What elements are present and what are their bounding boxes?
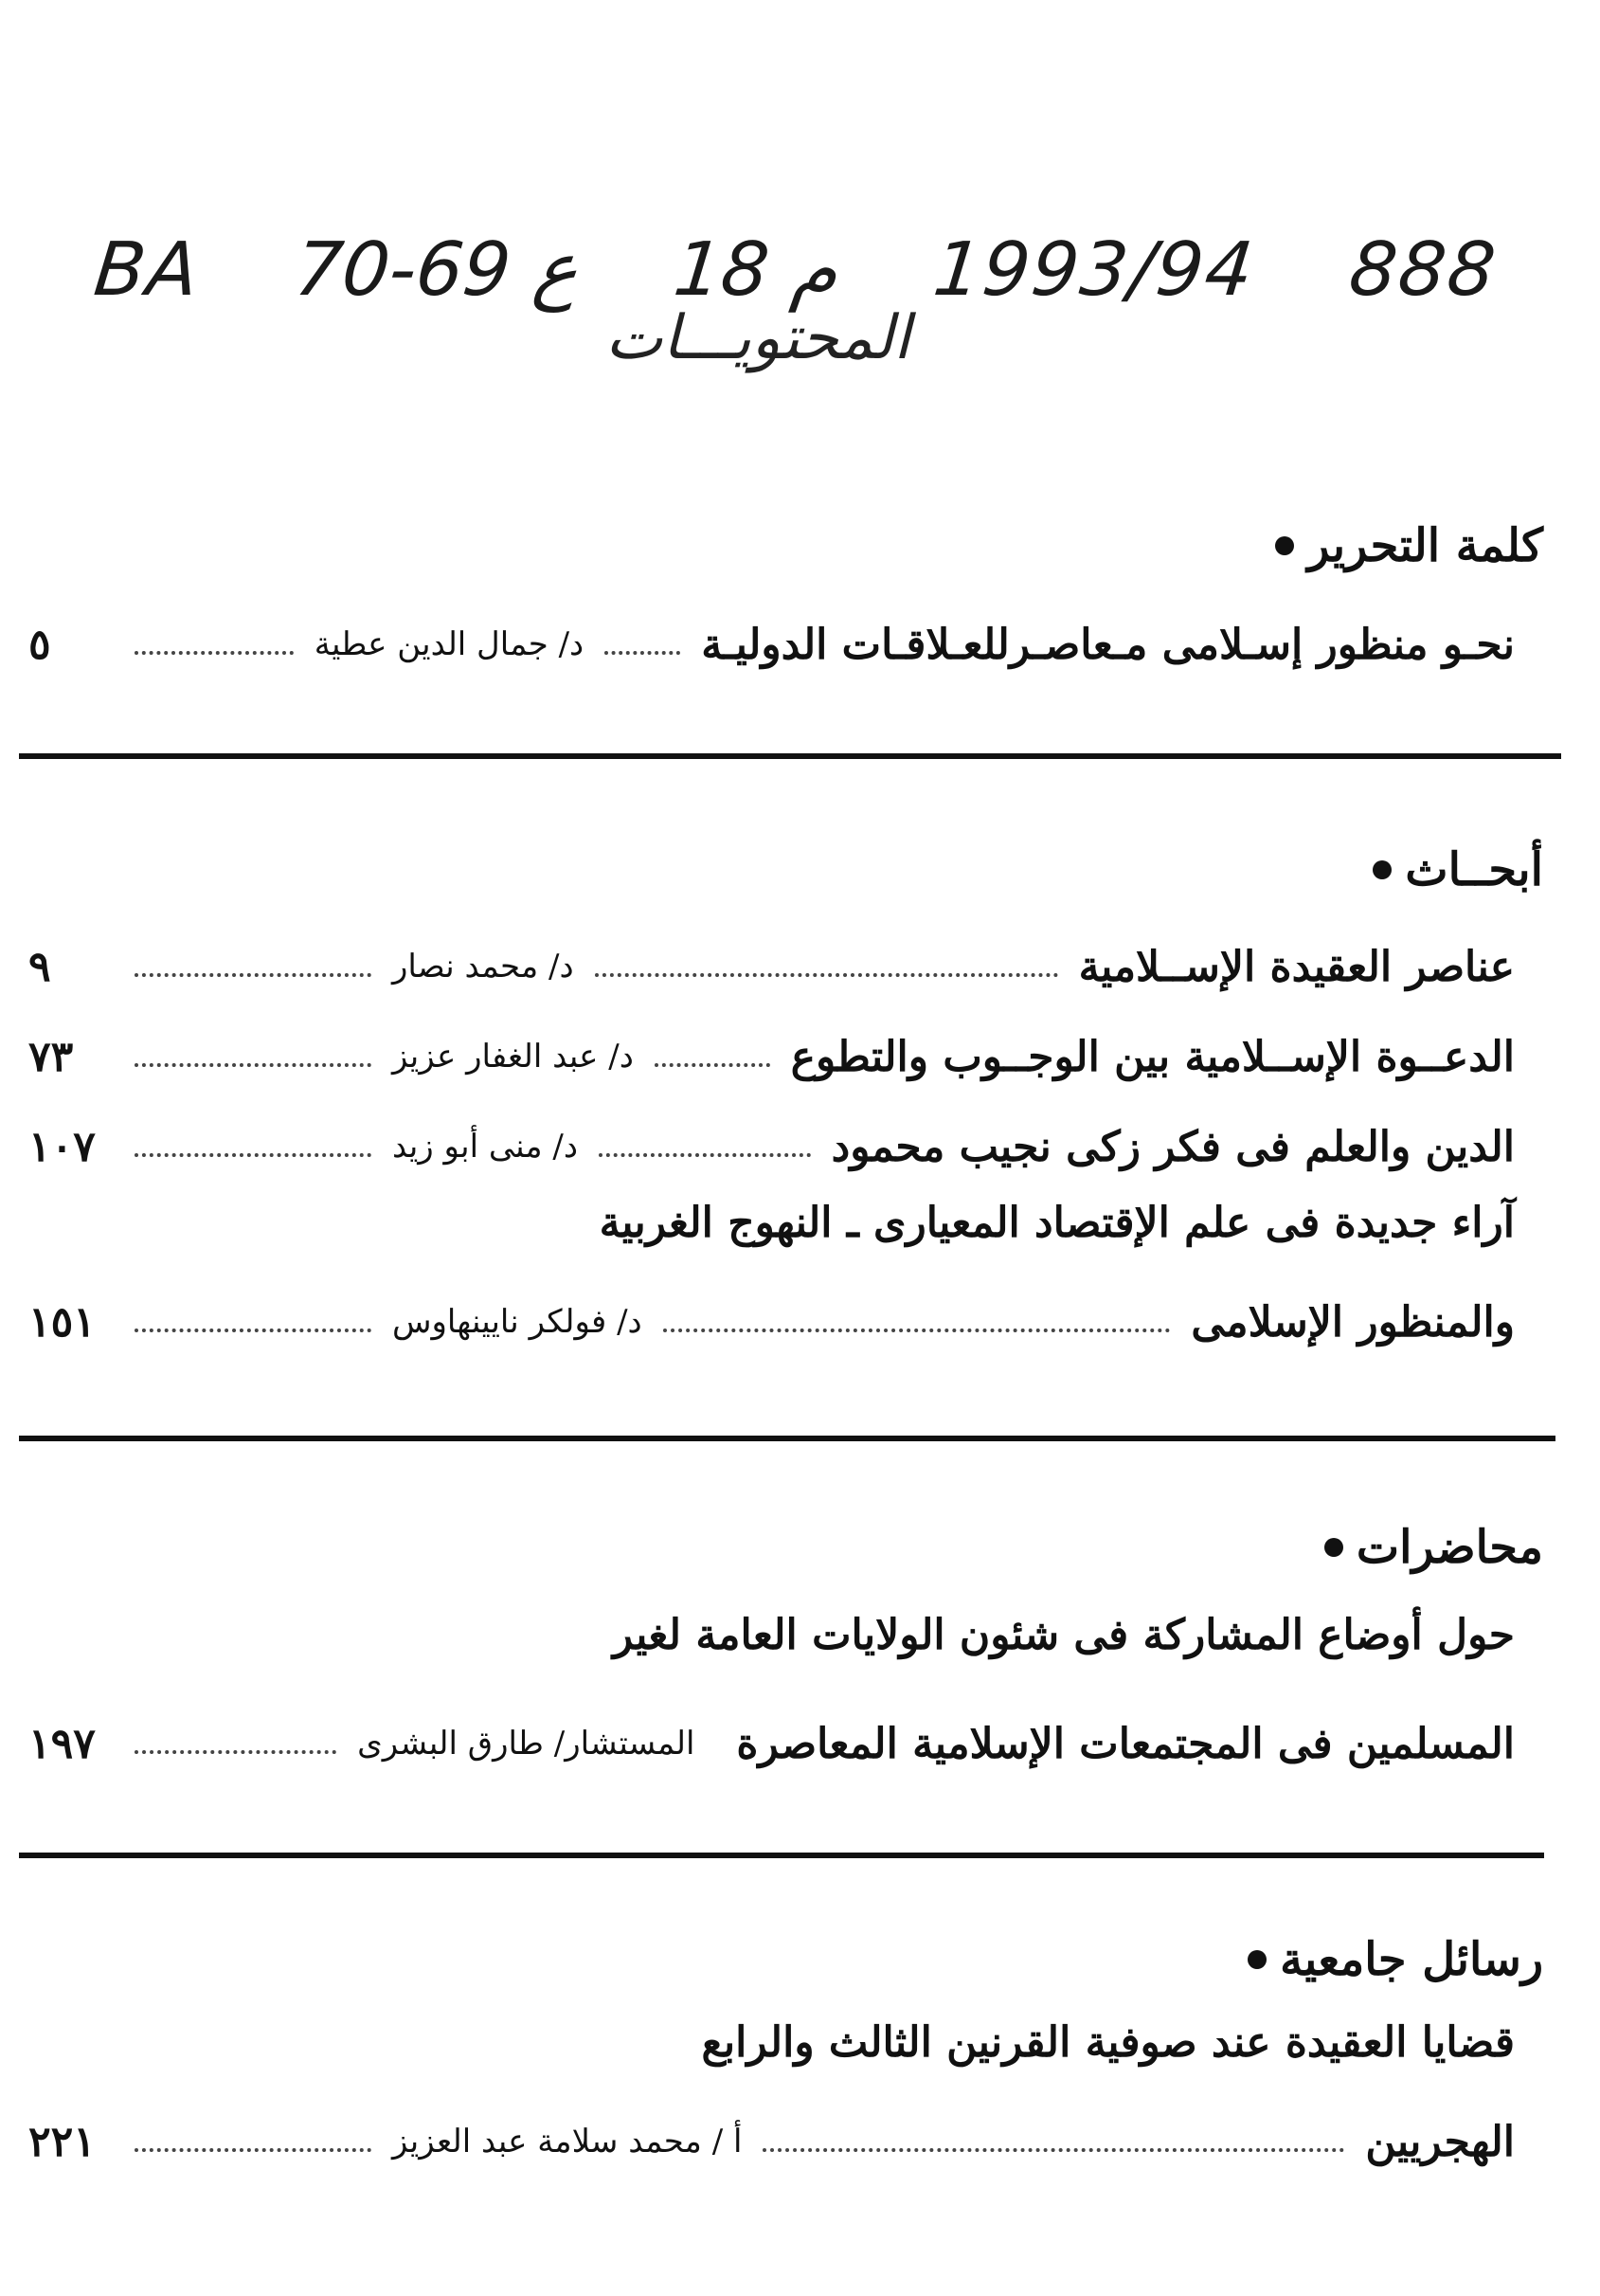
entry-page: ٥ — [28, 620, 51, 669]
entry-title: المسلمين فى المجتمعات الإسلامية المعاصرة — [736, 1719, 1515, 1768]
handwritten-annotation — [90, 227, 1501, 373]
hand-code: 1993/94 — [928, 227, 1259, 313]
entry-page: ١٩٧ — [28, 1719, 96, 1768]
dot-leader — [599, 1153, 811, 1157]
toc-entry — [28, 1710, 1515, 1777]
dot-leader — [604, 651, 680, 655]
bullet-icon — [1248, 1950, 1267, 1969]
entry-page: ٩ — [28, 942, 51, 991]
dot-leader — [763, 2148, 1344, 2152]
dot-leader — [135, 973, 371, 977]
entry-author: د/ محمد نصار — [392, 948, 574, 985]
bullet-icon — [1275, 536, 1294, 555]
dot-leader — [595, 973, 1058, 977]
dot-leader — [135, 1329, 371, 1332]
toc-entry — [28, 933, 1515, 1000]
entry-title: الدين والعلم فى فكر زكى نجيب محمود — [831, 1122, 1515, 1171]
entry-page: ٢٢١ — [28, 2117, 96, 2166]
entry-title-line: قضايا العقيدة عند صوفية القرنين الثالث والرابع — [701, 2018, 1515, 2067]
section-heading-theses — [1248, 1933, 1543, 1986]
dot-leader — [663, 1329, 1171, 1332]
toc-entry — [28, 611, 1515, 678]
entry-page: ٧٣ — [28, 1032, 74, 1081]
dot-leader — [135, 651, 294, 655]
section-divider — [19, 753, 1561, 759]
entry-author: د/ فولكر نايينهاوس — [392, 1303, 642, 1341]
section-heading-text: أبحــاث — [1405, 843, 1543, 896]
toc-entry — [28, 1023, 1515, 1090]
toc-entry — [28, 2108, 1515, 2175]
section-heading-lectures — [1324, 1521, 1543, 1574]
toc-entry — [28, 1113, 1515, 1180]
entry-author: د/ جمال الدين عطية — [314, 625, 584, 663]
entry-title-line: حول أوضاع المشاركة فى شئون الولايات العامة لغير — [612, 1611, 1515, 1659]
dot-leader — [135, 1750, 336, 1754]
section-heading-editorial — [1275, 519, 1543, 572]
section-heading-text: كلمة التحرير — [1307, 519, 1543, 572]
entry-title: عناصر العقيدة الإســلامية — [1078, 942, 1515, 991]
entry-author: أ / محمد سلامة عبد العزيز — [392, 2123, 743, 2160]
hand-code: BA — [90, 227, 205, 313]
entry-title: نحـو منظور إسـلامى مـعاصـرللعـلاقـات الدوليـة — [701, 620, 1515, 669]
dot-leader — [135, 2148, 371, 2152]
section-heading-text: محاضرات — [1356, 1521, 1543, 1574]
entry-title-line: آراء جديدة فى علم الإقتصاد المعيارى ـ النهوج الغربية — [599, 1199, 1515, 1247]
entry-page: ١٥١ — [28, 1297, 96, 1347]
section-heading-research — [1373, 843, 1543, 896]
dot-leader — [135, 1153, 371, 1157]
entry-title: والمنظور الإسلامى — [1191, 1297, 1515, 1347]
hand-code: 888 — [1345, 227, 1501, 313]
hand-code: 70-69 ع — [291, 227, 584, 313]
entry-title: الدعــوة الإســلامية بين الوجــوب والتطوع — [790, 1032, 1515, 1081]
dot-leader — [135, 1063, 371, 1067]
entry-author: المستشار/ طارق البشرى — [357, 1725, 695, 1763]
handwritten-codes — [90, 227, 1501, 313]
dot-leader — [655, 1063, 770, 1067]
section-heading-text: رسائل جامعية — [1280, 1933, 1543, 1986]
bullet-icon — [1324, 1538, 1343, 1557]
entry-author: د/ عبد الغفار عزيز — [392, 1038, 634, 1076]
section-divider — [19, 1853, 1544, 1858]
toc-entry — [28, 1289, 1515, 1355]
entry-title: الهجريين — [1365, 2117, 1515, 2166]
entry-page: ١٠٧ — [28, 1122, 96, 1171]
section-divider — [19, 1436, 1555, 1441]
entry-author: د/ منى أبو زيد — [392, 1128, 579, 1166]
bullet-icon — [1373, 860, 1392, 879]
hand-code: 18 م — [670, 227, 842, 313]
handwritten-title: المحتويـــات — [605, 303, 910, 373]
